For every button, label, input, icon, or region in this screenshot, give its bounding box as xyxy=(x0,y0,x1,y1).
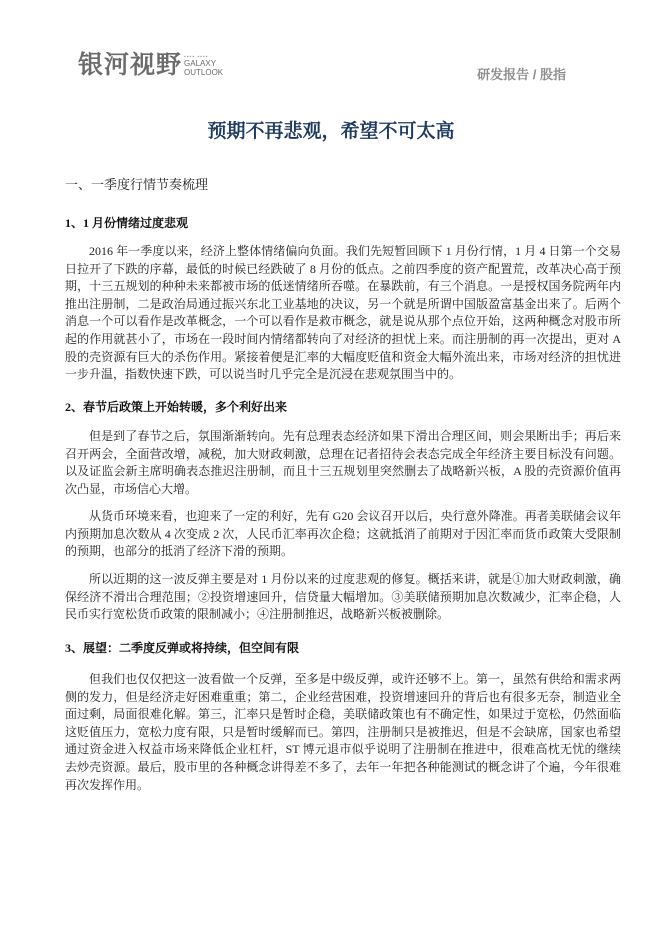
paragraph: 所以近期的这一波反弹主要是对 1 月份以来的过度悲观的修复。概括来讲，就是①加大财政刺激，确保经济不滑出合理范围；②投资增速回升，信贷量大幅增加。③美联储预期加息次数减少，汇率企稳，人民币实行宽松货币政策的限制减小；④注册制推迟，战略新兴板被删除。 xyxy=(65,572,621,622)
paragraph: 从货币环境来看，也迎来了一定的利好，先有 G20 会议召开以后，央行意外降准。再者美联储会议年内预期加息次数从 4 次变成 2 次，人民币汇率再次企稳；这就抵消了前期对于因汇率而货币政策大受限制的预期，也部分的抵消了经济下滑的预期。 xyxy=(65,509,621,559)
logo-en-line2: OUTLOOK xyxy=(184,68,224,77)
galaxy-outlook-logo xyxy=(78,50,223,80)
paragraph: 但我们也仅仅把这一波看做一个反弹，至多是中级反弹，或许还够不上。第一，虽然有供给和需求两侧的发力，但是经济走好困难重重；第二，企业经营困难，投资增速回升的背后也有很多无奈，制造业全面过剩，局面很难化解。第三，汇率只是暂时企稳，美联储政策也有不确定性，如果过于宽松，仍然面临这贬值压力，宽松力度有限，只是暂时缓解而已。第四，注册制只是被推迟，但是不会缺席，国家也希望通过资金进入权益市场来降低企业杠杆，ST 博元退市似乎说明了注册制在推进中，很难高枕无忧的继续去炒壳资源。最后，股市里的各种概念讲得差不多了，去年一年把各种能测试的概念讲了个遍，今年很难再次发挥作用。 xyxy=(65,672,621,792)
paragraph: 但是到了春节之后，氛围渐渐转向。先有总理表态经济如果下滑出合理区间，则会果断出手；再后来召开两会，全面营改增，减税，加大财政刺激，总理在记者招待会表态完成全年经济主要目标没有问题。以及证监会新主席明确表态推迟注册制，而且十三五规划里突然删去了战略新兴板，A 股的壳资源价值再次凸显，市场信心大增。 xyxy=(65,429,621,496)
subsection-heading-1: 1、1 月份情绪过度悲观 xyxy=(65,216,189,230)
paragraph: 2016 年一季度以来，经济上整体情绪偏向负面。我们先短暂回顾下 1 月份行情，1 月 4 日第一个交易日拉开了下跌的序幕，最低的时候已经跌破了 8 月份的低点。之前四季度的资产配置荒，改革决心高于预期，十三五规划的种种未来都被市场的低迷情绪所吞噬。在暴跌前，有三个消息。一是授权国务院两年内推出注册制，二是政治局通过振兴东北工业基地的决议，另一个就是所谓中国版盈富基金出来了。后两个消息一个可以看作是改革概念，一个可以看作是救市概念，就是说从那个点位开始，这两种概念对股市所起的作用就甚小了，市场在一段时间内情绪都转向了对经济的担忧上来。而注册制的再一次提出，更对 A 股的壳资源有巨大的杀伤作用。紧接着便是汇率的大幅度贬值和资金大幅外流出来，市场对经济的担忧进一步升温，指数快速下跌，可以说当时几乎完全是沉浸在悲观氛围当中的。 xyxy=(65,244,621,382)
logo-dots-decoration: ▪▪▪▪ ▪▪▪▪ xyxy=(184,54,209,60)
subsection-heading-3: 3、展望：二季度反弹或将持续，但空间有限 xyxy=(65,641,300,655)
document-title: 预期不再悲观，希望不可太高 xyxy=(207,121,455,142)
logo-chinese-text: 银河视野 xyxy=(78,51,183,79)
section-heading: 一、一季度行情节奏梳理 xyxy=(65,177,209,192)
report-category-breadcrumb: 研发报告 / 股指 xyxy=(477,67,566,82)
logo-english-text xyxy=(184,54,224,77)
subsection-heading-2: 2、春节后政策上开始转暖，多个利好出来 xyxy=(65,400,288,414)
logo-en-line1: GALAXY xyxy=(184,59,217,68)
